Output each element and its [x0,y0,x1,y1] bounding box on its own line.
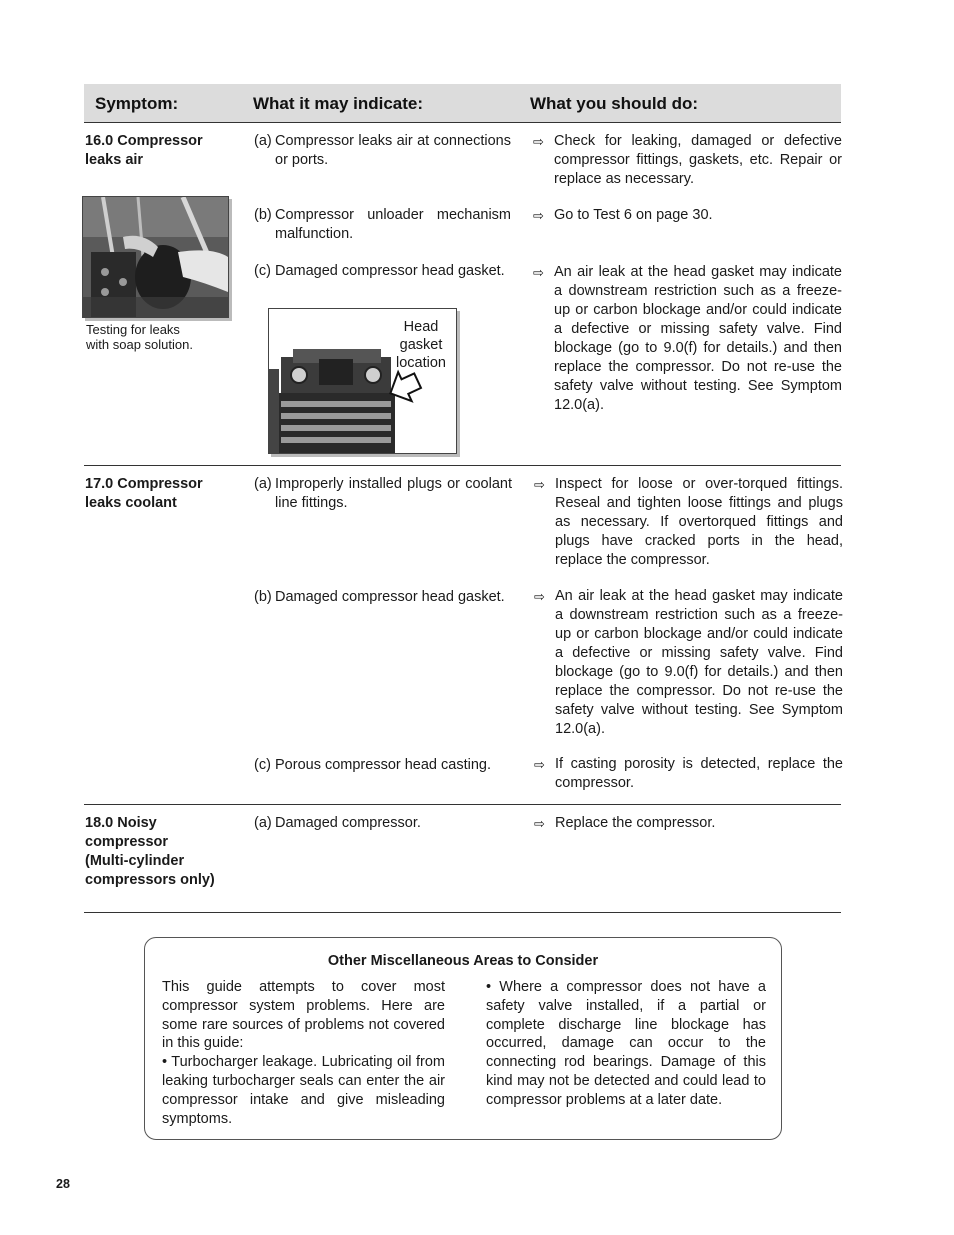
photo-caption: Testing for leaks with soap solution. [86,322,193,352]
arrow-right-icon: ⇨ [533,134,544,149]
head-gasket-label: Head gasket location [396,319,446,371]
misc-areas-box [144,937,782,1140]
action-18a: ⇨ Replace the compressor. [534,815,716,831]
cause-17c: (c) Porous compressor head casting. [254,757,491,773]
header-action: What you should do: [530,94,699,113]
cause-18a: (a) Damaged compressor. [254,815,421,831]
arrow-right-icon: ⇨ [533,208,544,223]
cause-17a: (a) Improperly installed plugs or coolant line fittings. [254,476,512,511]
action-17b: ⇨ An air leak at the head gasket may indicate a downstream restriction such as a freeze-up or carbon blockage and/or could indicate a defective or missing safety valve. Find blockage (go to 9.0(f) for details.) and then replace the compressor. Do not re-use the safety valve without testing. See Symptom 12.0(a). [534,588,843,737]
action-17a: ⇨ Inspect for loose or over-torqued fittings. Reseal and tighten loose fittings and plugs as necessary. If overtorqued fittings and plugs have cracked ports in the head, replace the compressor. [534,476,843,568]
arrow-right-icon: ⇨ [534,757,545,772]
action-16c: ⇨ An air leak at the head gasket may indicate a downstream restriction such as a freeze-up or carbon blockage and/or could indicate a defective or missing safety valve. Find blockage (go to 9.0(f) for details.) and then replace the compressor. Do not re-use the safety valve without testing. See Symptom 12.0(a). [533,264,842,413]
arrow-right-icon: ⇨ [534,589,545,604]
misc-title: Other Miscellaneous Areas to Consider [327,953,599,969]
table-header [84,84,841,123]
action-16a: ⇨ Check for leaking, damaged or defective compressor fittings, gaskets, etc. Repair or replace as necessary. [533,133,842,187]
arrow-right-icon: ⇨ [534,477,545,492]
soap-test-photo-image [83,197,228,317]
header-symptom: Symptom: [95,94,179,113]
action-17c: ⇨ If casting porosity is detected, replace the compressor. [534,756,843,791]
section-divider [84,465,841,466]
soap-test-photo [82,196,229,318]
arrow-right-icon: ⇨ [533,265,544,280]
action-16b: ⇨ Go to Test 6 on page 30. [533,207,713,223]
page-number: 28 [56,1177,70,1191]
misc-left-column: This guide attempts to cover most compressor system problems. Here are some rare sources of problems not covered in this guide: • Turbocharger leakage. Lubricating oil from leaking turbocharger seals can enter the air compressor intake and give misleading symptoms. [162,979,445,1127]
table-bottom-rule [84,912,841,913]
arrow-right-icon: ⇨ [534,816,545,831]
section-divider [84,804,841,805]
cause-16a: (a) Compressor leaks air at connections or ports. [254,133,511,168]
misc-right-column: • Where a compressor does not have a safety valve installed, if a partial or complete discharge line blockage has occurred, damage can occur to the connecting rod bearings. Damage of this kind may not be detected and could lead to compressor problems at a later date. [486,979,766,1108]
head-gasket-diagram [268,308,457,454]
cause-16c: (c) Damaged compressor head gasket. [254,263,505,279]
header-indication: What it may indicate: [253,94,424,113]
symptom-16-title: 16.0 Compressor leaks air [85,133,203,168]
cause-17b: (b) Damaged compressor head gasket. [254,589,505,605]
symptom-17-title: 17.0 Compressor leaks coolant [85,476,203,511]
symptom-18-title: 18.0 Noisy compressor (Multi-cylinder compressors only) [85,815,215,888]
cause-16b: (b) Compressor unloader mechanism malfunction. [254,207,511,242]
